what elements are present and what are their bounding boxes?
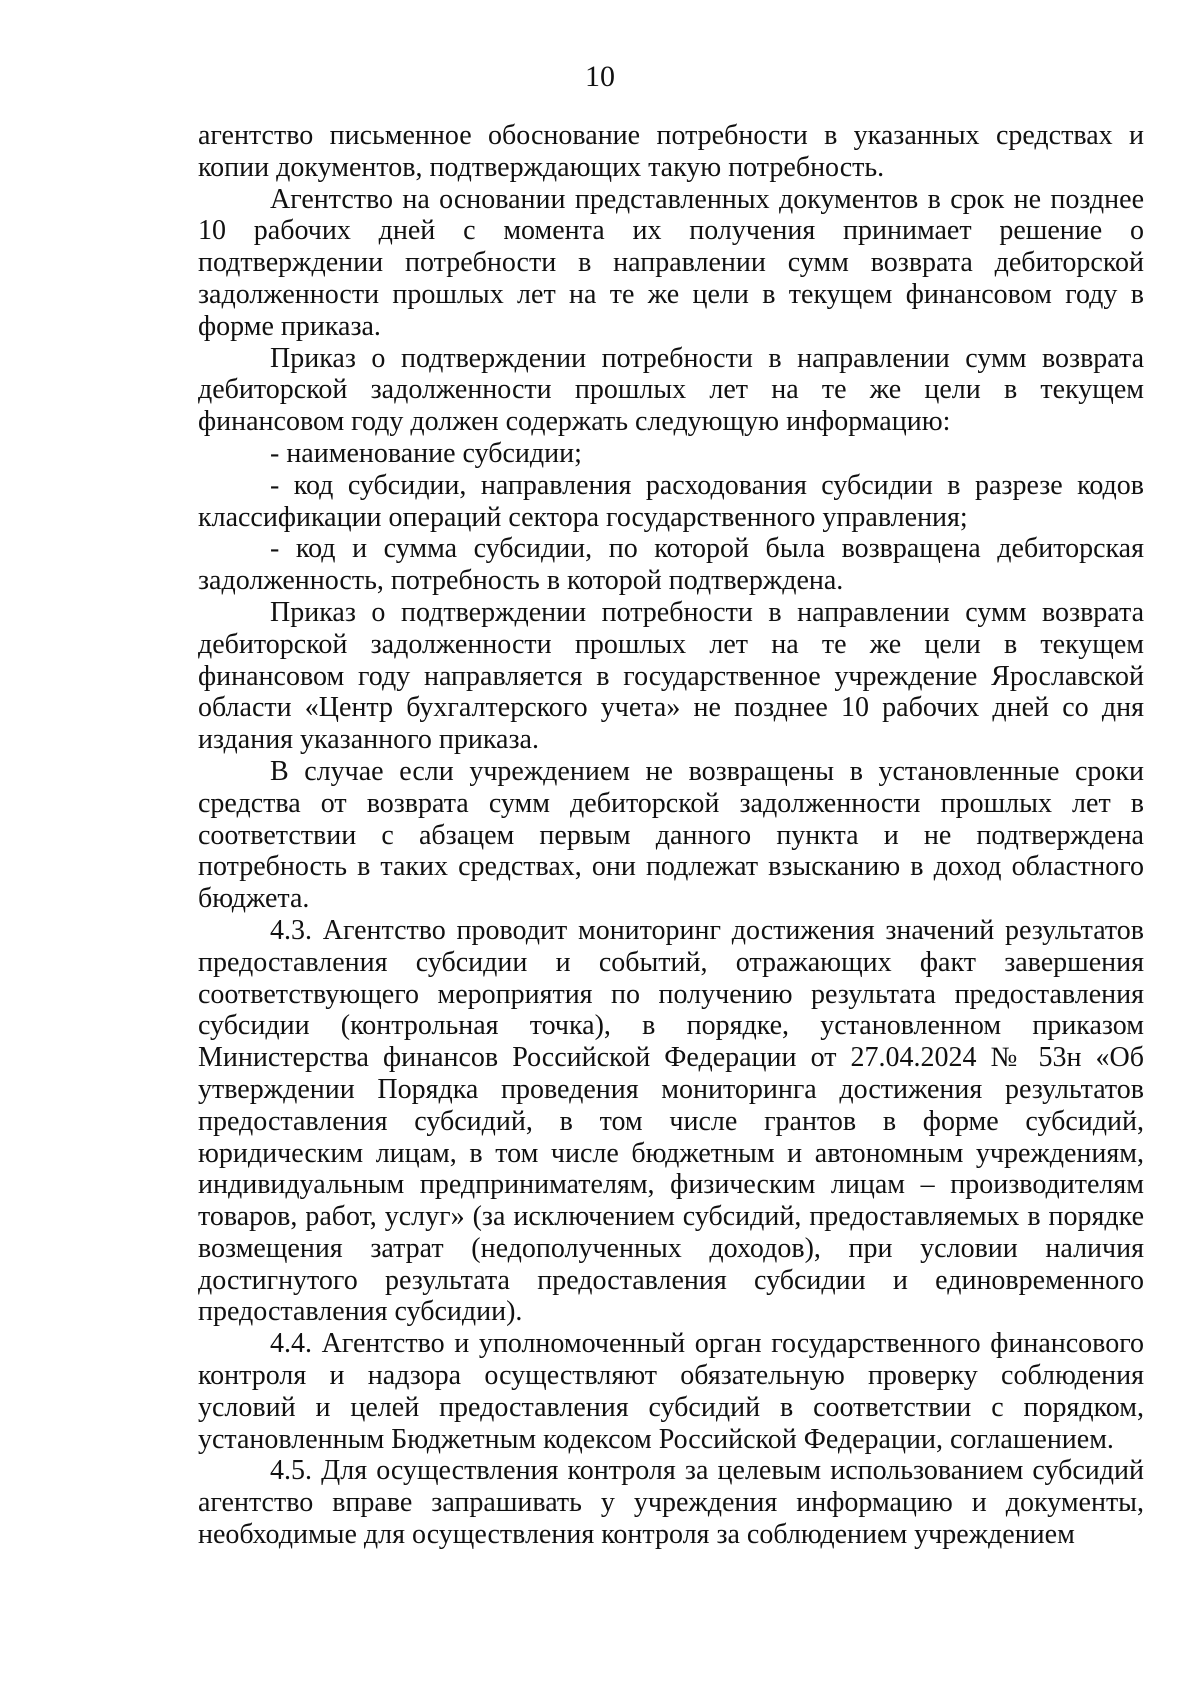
paragraph-order-contents: Приказ о подтверждении потребности в направлении сумм возврата дебиторской задолженности прошлых лет на те же цели в текущем финансовом году должен содержать следующую информацию: (198, 342, 1144, 438)
document-body (198, 120, 1144, 1551)
list-item-subsidy-code: - код субсидии, направления расходования субсидии в разрезе кодов классификации операций сектора государственного управления; (198, 469, 1144, 533)
paragraph-section-4-3: 4.3. Агентство проводит мониторинг достижения значений результатов предоставления субсидии и событий, отражающих факт завершения соответствующего мероприятия по получению результата предоставления субсидии (контрольная точка), в порядке, установленном приказом Министерства финансов Российской Федерации от 27.04.2024 № 53н «Об утверждении Порядка проведения мониторинга достижения результатов предоставления субсидий, в том числе грантов в форме субсидий, юридическим лицам, в том числе бюджетным и автономным учреждениям, индивидуальным предпринимателям, физическим лицам – производителям товаров, работ, услуг» (за исключением субсидий, предоставляемых в порядке возмещения затрат (недополученных доходов), при условии наличия достигнутого результата предоставления субсидии и единовременного предоставления субсидии). (198, 914, 1144, 1328)
paragraph-recovery: В случае если учреждением не возвращены в установленные сроки средства от возврата сумм дебиторской задолженности прошлых лет в соответствии с абзацем первым данного пункта и не подтверждена потребность в таких средствах, они подлежат взысканию в доход областного бюджета. (198, 755, 1144, 915)
paragraph-section-4-5: 4.5. Для осуществления контроля за целевым использованием субсидий агентство вправе запрашивать у учреждения информацию и документы, необходимые для осуществления контроля за соблюдением учреждением (198, 1455, 1144, 1551)
paragraph-decision: Агентство на основании представленных документов в срок не позднее 10 рабочих дней с момента их получения принимает решение о подтверждении потребности в направлении сумм возврата дебиторской задолженности прошлых лет на те же цели в текущем финансовом году в форме приказа. (198, 183, 1144, 342)
page-number: 10 (585, 60, 615, 93)
paragraph-section-4-4: 4.4. Агентство и уполномоченный орган государственного финансового контроля и надзора осуществляют обязательную проверку соблюдения условий и целей предоставления субсидий в соответствии с порядком, установленным Бюджетным кодексом Российской Федерации, соглашением. (198, 1328, 1144, 1455)
paragraph-continuation: агентство письменное обоснование потребности в указанных средствах и копии документов, подтверждающих такую потребность. (198, 120, 1144, 183)
list-item-subsidy-amount: - код и сумма субсидии, по которой была возвращена дебиторская задолженность, потребность в которой подтверждена. (198, 533, 1144, 597)
paragraph-order-sending: Приказ о подтверждении потребности в направлении сумм возврата дебиторской задолженности прошлых лет на те же цели в текущем финансовом году направляется в государственное учреждение Ярославской области «Центр бухгалтерского учета» не позднее 10 рабочих дней со дня издания указанного приказа. (198, 596, 1144, 756)
list-item-subsidy-name: - наименование субсидии; (270, 437, 582, 469)
